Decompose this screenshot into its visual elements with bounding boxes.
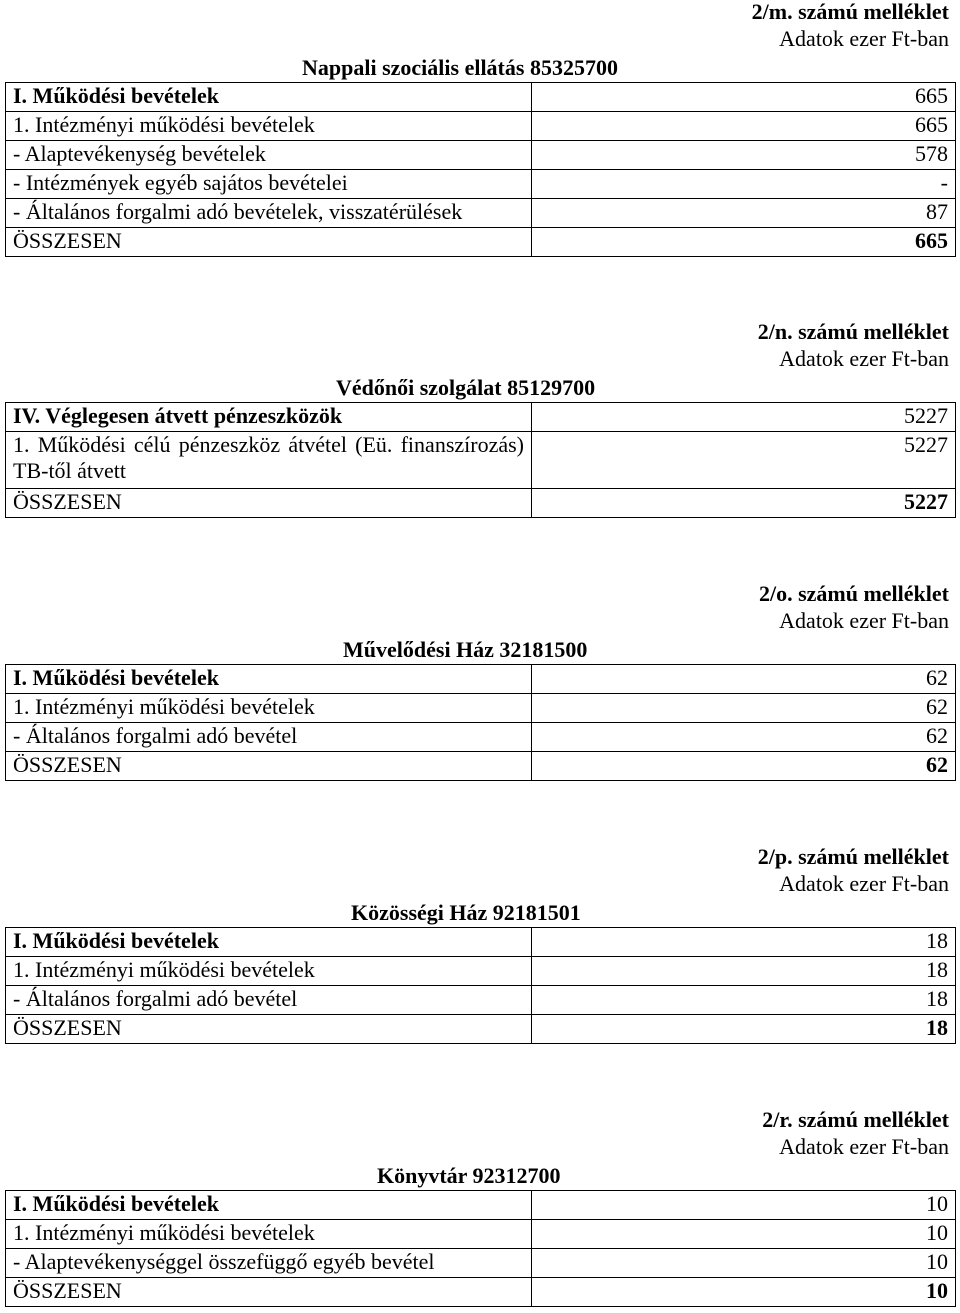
budget-table	[5, 664, 956, 781]
row-label: I. Működési bevételek	[6, 1191, 532, 1220]
row-value: 62	[532, 665, 956, 694]
section-2m	[5, 0, 956, 257]
row-label: - Általános forgalmi adó bevételek, visszatérülések	[6, 199, 532, 228]
row-label: I. Működési bevételek	[6, 83, 532, 112]
row-label: I. Működési bevételek	[6, 928, 532, 957]
row-value: 10	[532, 1191, 956, 1220]
budget-table	[5, 402, 956, 518]
total-row	[6, 1278, 956, 1307]
row-label: - Alaptevékenységgel összefüggő egyéb bevétel	[6, 1249, 532, 1278]
table-row	[6, 1191, 956, 1220]
annex-number: 2/m. számú melléklet	[751, 0, 949, 24]
section-title: Könyvtár 92312700	[377, 1163, 561, 1188]
row-value: 18	[532, 986, 956, 1015]
total-row	[6, 752, 956, 781]
section-title: Művelődési Ház 32181500	[343, 637, 588, 662]
total-value: 5227	[532, 489, 956, 518]
row-value: 665	[532, 112, 956, 141]
total-label: ÖSSZESEN	[6, 489, 532, 518]
table-row	[6, 199, 956, 228]
row-value: -	[532, 170, 956, 199]
section-title: Közösségi Ház 92181501	[351, 900, 581, 925]
total-value: 665	[532, 228, 956, 257]
section-2p	[5, 843, 956, 1044]
row-label: - Általános forgalmi adó bevétel	[6, 986, 532, 1015]
row-label: I. Működési bevételek	[6, 665, 532, 694]
annex-number: 2/o. számú melléklet	[758, 581, 949, 606]
row-value: 87	[532, 199, 956, 228]
table-row	[6, 1220, 956, 1249]
row-label: 1. Intézményi működési bevételek	[6, 112, 532, 141]
table-row	[6, 986, 956, 1015]
section-2r	[5, 1106, 956, 1307]
table-row	[6, 957, 956, 986]
row-value: 10	[532, 1220, 956, 1249]
total-row	[6, 489, 956, 518]
total-row	[6, 228, 956, 257]
table-row	[6, 928, 956, 957]
total-label: ÖSSZESEN	[6, 228, 532, 257]
row-value: 18	[532, 957, 956, 986]
table-row	[6, 83, 956, 112]
row-label: IV. Véglegesen átvett pénzeszközök	[6, 403, 532, 432]
row-label: - Intézmények egyéb sajátos bevételei	[6, 170, 532, 199]
row-value: 18	[532, 928, 956, 957]
section-2n	[5, 318, 956, 518]
row-value: 5227	[532, 432, 956, 489]
row-value: 578	[532, 141, 956, 170]
total-label: ÖSSZESEN	[6, 1278, 532, 1307]
row-label: 1. Intézményi működési bevételek	[6, 957, 532, 986]
table-row	[6, 723, 956, 752]
row-value: 665	[532, 83, 956, 112]
budget-table	[5, 1190, 956, 1307]
section-title: Védőnői szolgálat 85129700	[336, 375, 596, 400]
row-value: 10	[532, 1249, 956, 1278]
annex-number: 2/n. számú melléklet	[757, 319, 949, 344]
budget-table	[5, 82, 956, 257]
row-value: 5227	[532, 403, 956, 432]
total-row	[6, 1015, 956, 1044]
table-row	[6, 403, 956, 432]
total-label: ÖSSZESEN	[6, 1015, 532, 1044]
unit-note: Adatok ezer Ft-ban	[779, 871, 949, 896]
row-label: 1. Működési célú pénzeszköz átvétel (Eü. finanszírozás) TB-től átvett	[6, 432, 532, 489]
unit-note: Adatok ezer Ft-ban	[779, 346, 949, 371]
unit-note: Adatok ezer Ft-ban	[779, 1134, 949, 1159]
table-row	[6, 141, 956, 170]
row-value: 62	[532, 694, 956, 723]
row-label: - Alaptevékenység bevételek	[6, 141, 532, 170]
section-2o	[5, 580, 956, 781]
annex-number: 2/p. számú melléklet	[757, 844, 949, 869]
total-value: 18	[532, 1015, 956, 1044]
table-row	[6, 694, 956, 723]
table-row	[6, 432, 956, 489]
total-value: 62	[532, 752, 956, 781]
unit-note: Adatok ezer Ft-ban	[779, 608, 949, 633]
section-title: Nappali szociális ellátás 85325700	[302, 55, 618, 80]
total-label: ÖSSZESEN	[6, 752, 532, 781]
row-value: 62	[532, 723, 956, 752]
table-row	[6, 170, 956, 199]
row-label: - Általános forgalmi adó bevétel	[6, 723, 532, 752]
budget-table	[5, 927, 956, 1044]
annex-number: 2/r. számú melléklet	[762, 1107, 949, 1132]
unit-note: Adatok ezer Ft-ban	[779, 26, 949, 51]
row-label: 1. Intézményi működési bevételek	[6, 694, 532, 723]
table-row	[6, 112, 956, 141]
total-value: 10	[532, 1278, 956, 1307]
table-row	[6, 665, 956, 694]
row-label: 1. Intézményi működési bevételek	[6, 1220, 532, 1249]
table-row	[6, 1249, 956, 1278]
